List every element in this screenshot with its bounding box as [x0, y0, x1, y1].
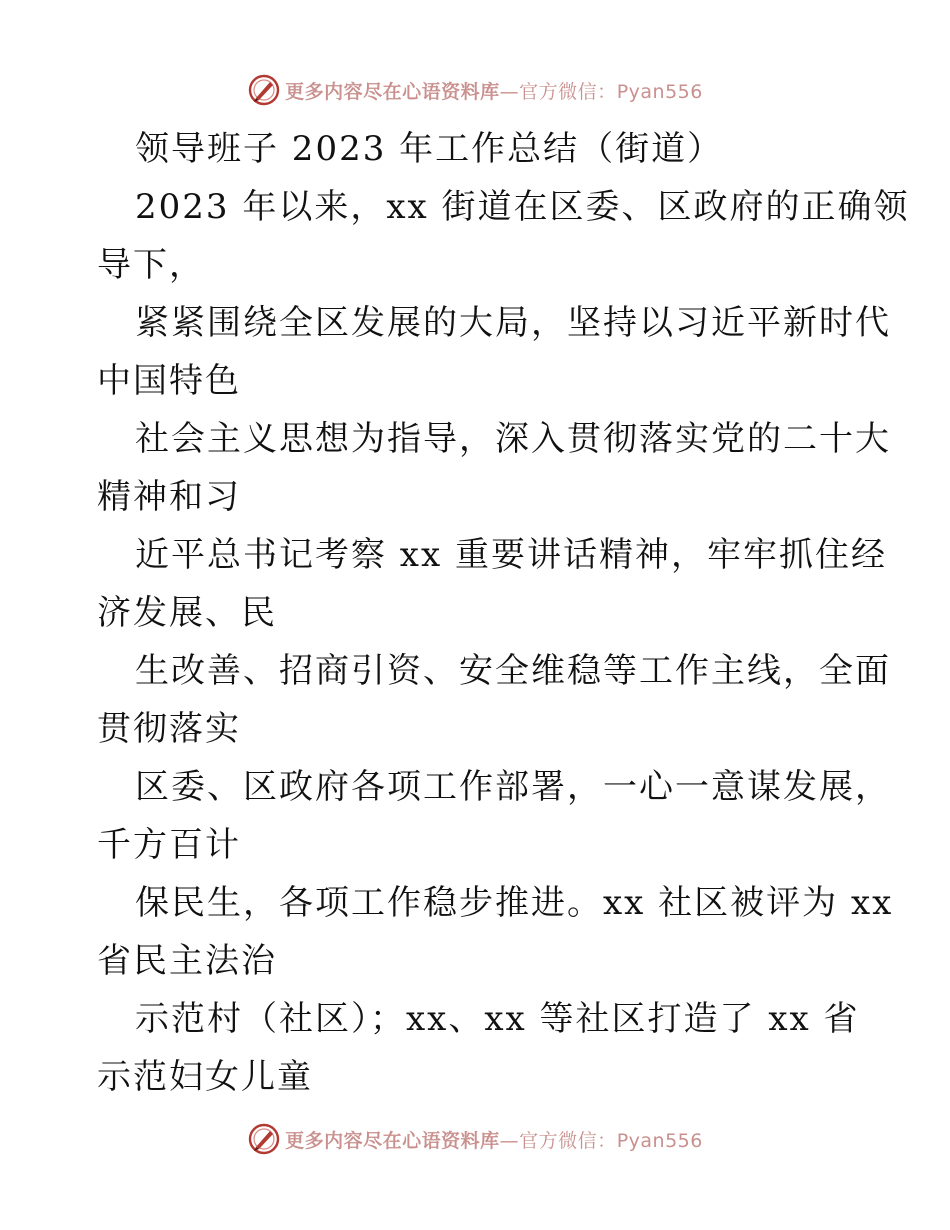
text-line: 导下，: [97, 245, 205, 285]
text-line: 紧紧围绕全区发展的大局，坚持以习近平新时代: [135, 303, 891, 343]
text-line: 示范妇女儿童: [97, 1057, 313, 1097]
text-line: 近平总书记考察 xx 重要讲话精神，牢牢抓住经: [135, 535, 887, 575]
document-body: [97, 120, 910, 1106]
header-banner: [0, 70, 950, 110]
text-line: 贯彻落实: [97, 709, 241, 749]
text-line: 社会主义思想为指导，深入贯彻落实党的二十大: [135, 419, 891, 459]
text-line: 济发展、民: [97, 593, 277, 633]
text-line: 区委、区政府各项工作部署，一心一意谋发展，: [135, 767, 891, 807]
banner-site-text: 更多内容尽在心语资料库: [285, 80, 500, 103]
text-line: 省民主法治: [97, 941, 277, 981]
banner-dash: —: [499, 80, 520, 103]
banner-dash: —: [499, 1129, 520, 1152]
banner-wechat-label: 官方微信：: [519, 1129, 617, 1152]
footer-banner: [0, 1119, 950, 1159]
text-line: 保民生，各项工作稳步推进。xx 社区被评为 xx: [135, 883, 894, 923]
quill-logo-icon: [247, 1122, 281, 1156]
banner-wechat-id: Pyan556: [616, 80, 703, 103]
banner-site-text: 更多内容尽在心语资料库: [285, 1129, 500, 1152]
text-line: 示范村（社区）；xx、xx 等社区打造了 xx 省: [135, 999, 860, 1039]
text-line: 生改善、招商引资、安全维稳等工作主线，全面: [135, 651, 891, 691]
text-line: 千方百计: [97, 825, 241, 865]
text-line: 中国特色: [97, 361, 241, 401]
text-line: 2023 年以来，xx 街道在区委、区政府的正确领: [135, 187, 910, 227]
banner-text: [285, 77, 703, 104]
text-line: 精神和习: [97, 477, 241, 517]
quill-logo-icon: [247, 73, 281, 107]
banner-wechat-label: 官方微信：: [519, 80, 617, 103]
document-title: 领导班子 2023 年工作总结（街道）: [135, 129, 724, 169]
banner-text: [285, 1126, 703, 1153]
banner-wechat-id: Pyan556: [616, 1129, 703, 1152]
